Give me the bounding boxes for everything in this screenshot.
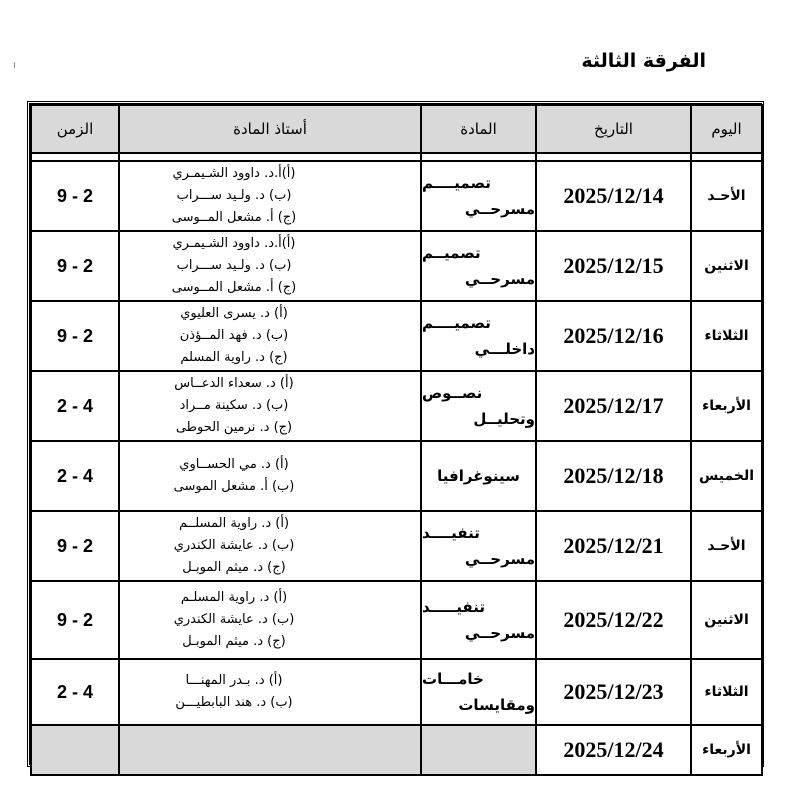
subject-cell — [421, 301, 536, 371]
day-cell: الأربعاء — [691, 725, 762, 775]
subject-cell — [421, 725, 536, 775]
subject-line: سينوغرافيا — [437, 467, 520, 485]
spacer-cell — [421, 153, 536, 161]
schedule-table — [30, 104, 763, 776]
professor-cell — [119, 725, 421, 775]
spacer-row — [31, 153, 762, 161]
subject-cell — [421, 441, 536, 511]
professor-name: (ج) د. ميثم الموبـل — [182, 560, 286, 575]
schedule-row — [31, 231, 762, 301]
time-cell: 9 - 2 — [31, 581, 119, 659]
subject-line: تنفيـــــد — [422, 598, 485, 616]
day-cell: الاثنين — [691, 231, 762, 301]
professor-name: (ب) د. عايشة الكندري — [173, 612, 295, 627]
schedule-row — [31, 659, 762, 725]
date-cell: 2025/12/21 — [536, 511, 691, 581]
subject-cell — [421, 659, 536, 725]
professor-cell — [119, 441, 421, 511]
subject-cell — [421, 231, 536, 301]
professor-name: (ج) أ. مشعل المــوسى — [171, 210, 297, 225]
schedule-row — [31, 511, 762, 581]
professor-name: (ب) د. فهد المــؤذن — [179, 328, 289, 343]
spacer-cell — [691, 153, 762, 161]
subject-line: تصميــم — [422, 244, 481, 262]
subject-line: نصــوص — [422, 384, 483, 402]
schedule-row — [31, 441, 762, 511]
time-cell: 9 - 2 — [31, 231, 119, 301]
col-header-time: الزمن — [31, 105, 119, 153]
stray-mark — [14, 62, 15, 68]
subject-line: وتحليــل — [473, 410, 535, 428]
subject-line: مسرحــي — [464, 550, 535, 568]
col-header-date: التاريخ — [536, 105, 691, 153]
col-header-professor: أستاذ المادة — [119, 105, 421, 153]
subject-line: تصميــــم — [422, 314, 491, 332]
professor-name: (ب) د. ولـيد ســـراب — [176, 258, 292, 273]
professor-name: (ب) د. عايشة الكندري — [173, 538, 295, 553]
professor-cell — [119, 371, 421, 441]
schedule-row — [31, 371, 762, 441]
day-cell: الثلاثاء — [691, 301, 762, 371]
professor-name: (ج) أ. مشعل المــوسى — [171, 280, 297, 295]
day-cell: الخميس — [691, 441, 762, 511]
day-cell: الأحـد — [691, 511, 762, 581]
professor-cell — [119, 301, 421, 371]
subject-cell — [421, 161, 536, 231]
schedule-row — [31, 301, 762, 371]
time-cell: 9 - 2 — [31, 511, 119, 581]
subject-line: داخلـــي — [474, 340, 535, 358]
schedule-row — [31, 581, 762, 659]
date-cell: 2025/12/18 — [536, 441, 691, 511]
subject-line: ومقايسات — [458, 696, 535, 714]
spacer-cell — [536, 153, 691, 161]
professor-name: (أ) د. راوية المسلــم — [178, 516, 290, 531]
time-cell: 2 - 4 — [31, 659, 119, 725]
professor-name: (أ) د. بـدر المهنـــا — [185, 673, 283, 688]
professor-name: (ب) د. هند البابطيـــن — [175, 695, 293, 710]
header-row — [31, 105, 762, 153]
professor-name: (ج) د. راوية المسلم — [180, 350, 288, 365]
spacer-cell — [31, 153, 119, 161]
date-cell: 2025/12/14 — [536, 161, 691, 231]
day-cell: الأربعاء — [691, 371, 762, 441]
time-cell: 2 - 4 — [31, 371, 119, 441]
professor-name: (ج) د. نرمين الحوطى — [175, 420, 293, 435]
date-cell: 2025/12/24 — [536, 725, 691, 775]
time-cell: 2 - 4 — [31, 441, 119, 511]
subject-line: مسرحــي — [464, 624, 535, 642]
schedule-body — [31, 153, 762, 775]
professor-cell — [119, 231, 421, 301]
date-cell: 2025/12/23 — [536, 659, 691, 725]
professor-name: (أ)أ.د. داوود الشـيمـري — [172, 236, 296, 251]
subject-line: تصميــــم — [422, 174, 491, 192]
spacer-cell — [119, 153, 421, 161]
professor-name: (أ) د. راوية المسلـم — [180, 590, 288, 605]
date-cell: 2025/12/16 — [536, 301, 691, 371]
subject-cell — [421, 371, 536, 441]
subject-cell — [421, 581, 536, 659]
subject-line: مسرحــي — [464, 200, 535, 218]
professor-cell — [119, 161, 421, 231]
professor-name: (أ) د. يسرى العليوي — [180, 306, 288, 321]
day-cell: الاثنين — [691, 581, 762, 659]
day-cell: الأحـد — [691, 161, 762, 231]
time-cell: 9 - 2 — [31, 161, 119, 231]
date-cell: 2025/12/17 — [536, 371, 691, 441]
subject-cell — [421, 511, 536, 581]
date-cell: 2025/12/15 — [536, 231, 691, 301]
professor-name: (ج) د. ميثم الموبـل — [182, 634, 286, 649]
time-cell — [31, 725, 119, 775]
col-header-subject: المادة — [421, 105, 536, 153]
page-title: الفرقة الثالثة — [581, 50, 706, 72]
time-cell: 9 - 2 — [31, 301, 119, 371]
subject-line: خامـــات — [422, 670, 484, 688]
professor-name: (ب) د. ولـيد ســـراب — [176, 188, 292, 203]
subject-line: تنفيــــد — [422, 524, 480, 542]
professor-name: (أ) د. مي الحســاوي — [179, 457, 289, 472]
schedule-row — [31, 161, 762, 231]
col-header-day: اليوم — [691, 105, 762, 153]
professor-cell — [119, 511, 421, 581]
professor-name: (أ) د. سعداء الدعــاس — [174, 376, 294, 391]
professor-name: (أ)أ.د. داوود الشـيمـري — [172, 166, 296, 181]
day-cell: الثلاثاء — [691, 659, 762, 725]
subject-line: مسرحــي — [464, 270, 535, 288]
date-cell: 2025/12/22 — [536, 581, 691, 659]
professor-name: (ب) د. سكينة مــراد — [179, 398, 289, 413]
professor-cell — [119, 581, 421, 659]
schedule-row — [31, 725, 762, 775]
professor-name: (ب) أ. مشعل الموسى — [173, 479, 295, 494]
professor-cell — [119, 659, 421, 725]
